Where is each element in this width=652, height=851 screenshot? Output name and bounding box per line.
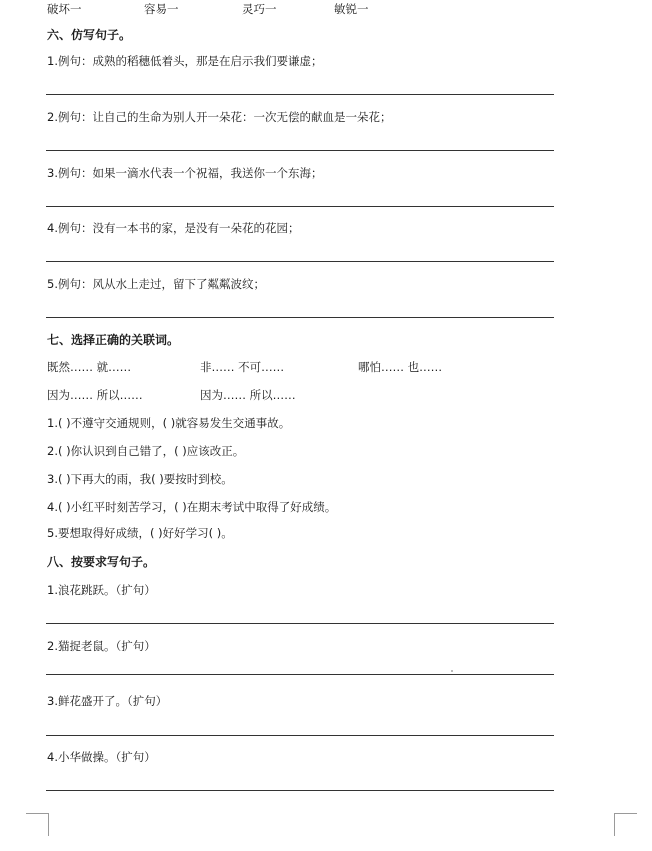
answer-line[interactable] [46, 150, 554, 151]
answer-line[interactable] [46, 206, 554, 207]
section7-item-3: 3.( )下再大的雨，我( )要按时到校。 [47, 472, 233, 486]
section7-title: 七、选择正确的关联词。 [47, 333, 180, 347]
antonym-1: 破坏一 [47, 2, 82, 16]
conjunction-option: 哪怕…… 也…… [358, 360, 443, 374]
answer-line[interactable] [46, 317, 554, 318]
section6-item-2: 2.例句：让自己的生命为别人开一朵花：一次无偿的献血是一朵花； [47, 110, 392, 124]
section8-title: 八、按要求写句子。 [47, 555, 156, 569]
conjunction-option: 既然…… 就…… [47, 360, 132, 374]
conjunction-option: 因为…… 所以…… [47, 388, 143, 402]
answer-line[interactable] [46, 94, 554, 95]
section7-item-4: 4.( )小红平时刻苦学习，( )在期末考试中取得了好成绩。 [47, 500, 337, 514]
section6-item-4: 4.例句：没有一本书的家，是没有一朵花的花园； [47, 221, 300, 235]
answer-line[interactable] [46, 790, 554, 791]
section7-item-1: 1.( )不遵守交通规则，( )就容易发生交通事故。 [47, 416, 291, 430]
section8-item-4: 4.小华做操。（扩句） [47, 750, 156, 764]
section8-item-2: 2.猫捉老鼠。（扩句） [47, 639, 156, 653]
section8-item-3: 3.鲜花盛开了。（扩句） [47, 694, 168, 708]
section6-item-5: 5.例句：风从水上走过，留下了粼粼波纹； [47, 277, 265, 291]
section6-item-3: 3.例句：如果一滴水代表一个祝福，我送你一个东海； [47, 166, 323, 180]
conjunction-option: 非…… 不可…… [200, 360, 285, 374]
page-corner-mark-right [614, 813, 637, 836]
section6-title: 六、仿写句子。 [47, 28, 132, 42]
speck-mark [451, 670, 453, 672]
answer-line[interactable] [46, 623, 554, 624]
answer-line[interactable] [46, 735, 554, 736]
answer-line[interactable] [46, 674, 554, 675]
antonym-2: 容易一 [144, 2, 179, 16]
section7-item-2: 2.( )你认识到自己错了，( )应该改正。 [47, 444, 245, 458]
section8-item-1: 1.浪花跳跃。（扩句） [47, 583, 156, 597]
conjunction-option: 因为…… 所以…… [200, 388, 296, 402]
antonym-4: 敏锐一 [334, 2, 369, 16]
section6-item-1: 1.例句：成熟的稻穗低着头，那是在启示我们要谦虚； [47, 54, 323, 68]
answer-line[interactable] [46, 261, 554, 262]
antonym-3: 灵巧一 [242, 2, 277, 16]
page-corner-mark-left [26, 813, 49, 836]
section7-item-5: 5.要想取得好成绩，( )好好学习( )。 [47, 526, 233, 540]
